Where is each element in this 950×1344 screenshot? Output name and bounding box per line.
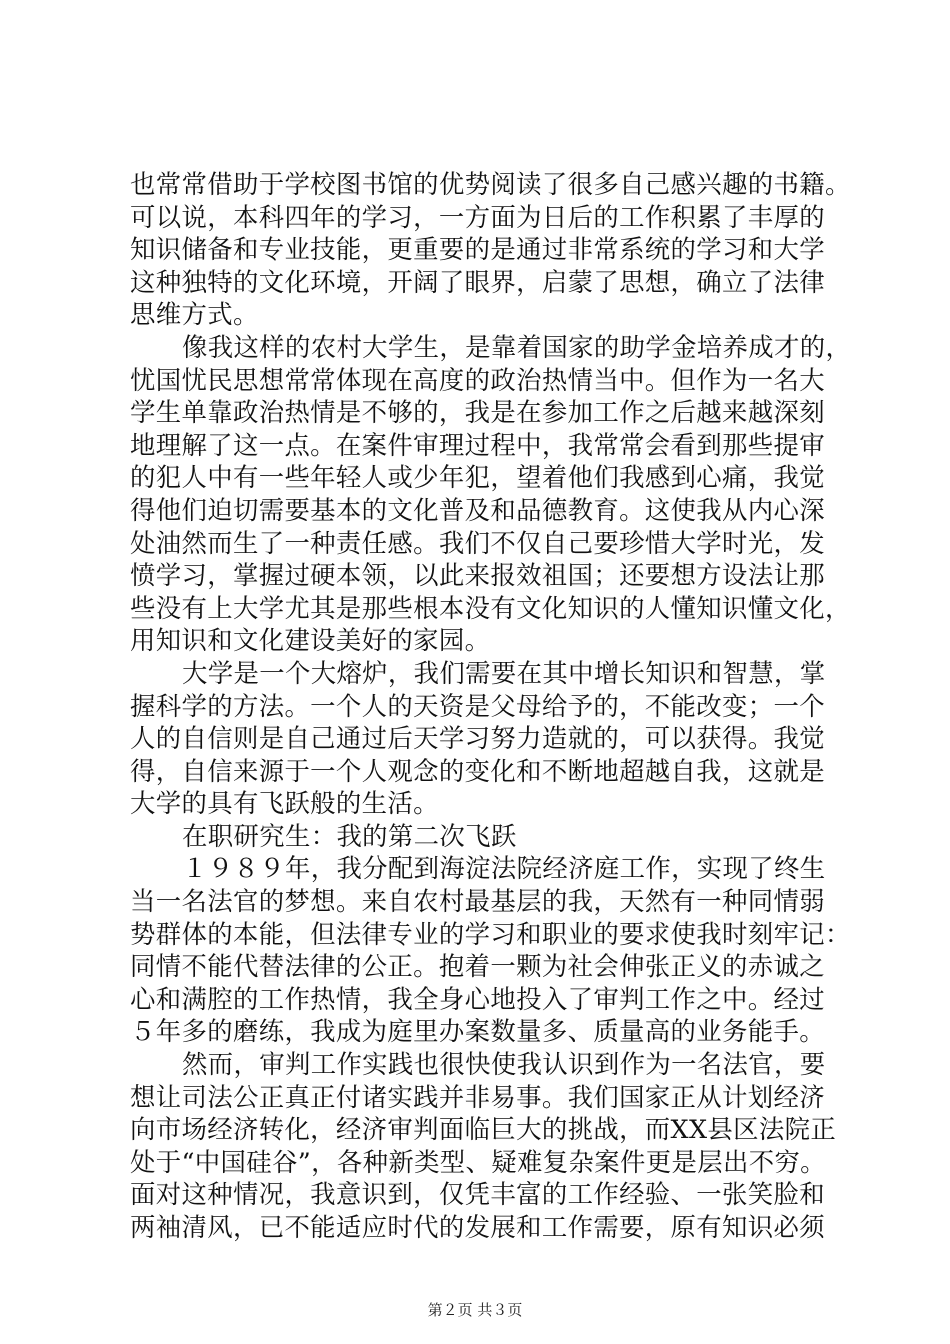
text-line: 得他们迫切需要基本的文化普及和品德教育。这使我从内心深 — [130, 494, 825, 525]
text-line: 面对这种情况，我意识到，仅凭丰富的工作经验、一张笑脸和 — [130, 1179, 825, 1210]
text-line: 这种独特的文化环境，开阔了眼界，启蒙了思想，确立了法律 — [130, 266, 825, 297]
text-line: 握科学的方法。一个人的天资是父母给予的，不能改变；一个 — [130, 690, 825, 721]
text-line: 想让司法公正真正付诸实践并非易事。我们国家正从计划经济 — [130, 1081, 825, 1112]
text-line: 人的自信则是自己通过后天学习努力造就的，可以获得。我觉 — [130, 723, 825, 754]
text-line: 愤学习，掌握过硬本领，以此来报效祖国；还要想方设法让那 — [130, 560, 825, 591]
paragraph-start-line: 像我这样的农村大学生，是靠着国家的助学金培养成才的， — [182, 331, 852, 362]
text-line: 地理解了这一点。在案件审理过程中，我常常会看到那些提审 — [130, 429, 825, 460]
text-line: 当一名法官的梦想。来自农村最基层的我，天然有一种同情弱 — [130, 886, 825, 917]
text-line: 同情不能代替法律的公正。抱着一颗为社会伸张正义的赤诚之 — [130, 951, 825, 982]
section-heading: 在职研究生：我的第二次飞跃 — [182, 820, 517, 851]
paragraph-start-line: 然而，审判工作实践也很快使我认识到作为一名法官，要 — [182, 1049, 826, 1080]
text-line: 心和满腔的工作热情，我全身心地投入了审判工作之中。经过 — [130, 983, 825, 1014]
text-line: 大学的具有飞跃般的生活。 — [130, 788, 439, 819]
text-line: 些没有上大学尤其是那些根本没有文化知识的人懂知识懂文化， — [130, 592, 851, 623]
paragraph-start-line: 大学是一个大熔炉，我们需要在其中增长知识和智慧，掌 — [182, 657, 826, 688]
body-text — [130, 168, 852, 1244]
text-line: 忧国忧民思想常常体现在高度的政治热情当中。但作为一名大 — [130, 364, 825, 395]
text-line: 势群体的本能，但法律专业的学习和职业的要求使我时刻牢记： — [130, 918, 851, 949]
text-line: 处油然而生了一种责任感。我们不仅自己要珍惜大学时光，发 — [130, 527, 825, 558]
text-line: 得，自信来源于一个人观念的变化和不断地超越自我，这就是 — [130, 755, 825, 786]
page-number-footer: 第２页 共３页 — [427, 1301, 523, 1319]
paragraph-start-line: １９８９年，我分配到海淀法院经济庭工作，实现了终生 — [182, 853, 826, 884]
text-line: 用知识和文化建设美好的家园。 — [130, 625, 491, 656]
text-line: 的犯人中有一些年轻人或少年犯，望着他们我感到心痛，我觉 — [130, 462, 825, 493]
text-line: 可以说，本科四年的学习，一方面为日后的工作积累了丰厚的 — [130, 201, 825, 232]
text-line: 知识储备和专业技能，更重要的是通过非常系统的学习和大学 — [130, 234, 825, 265]
text-line: 也常常借助于学校图书馆的优势阅读了很多自己感兴趣的书籍。 — [130, 169, 851, 199]
text-line: ５年多的磨练，我成为庭里办案数量多、质量高的业务能手。 — [130, 1016, 825, 1047]
text-line: 处于“中国硅谷”，各种新类型、疑难复杂案件更是层出不穷。 — [130, 1146, 826, 1177]
text-line: 向市场经济转化，经济审判面临巨大的挑战，而XX县区法院正 — [130, 1114, 837, 1145]
text-line: 学生单靠政治热情是不够的，我是在参加工作之后越来越深刻 — [130, 397, 825, 428]
text-line: 思维方式。 — [130, 299, 259, 330]
text-line: 两袖清风，已不能适应时代的发展和工作需要，原有知识必须 — [130, 1212, 825, 1242]
